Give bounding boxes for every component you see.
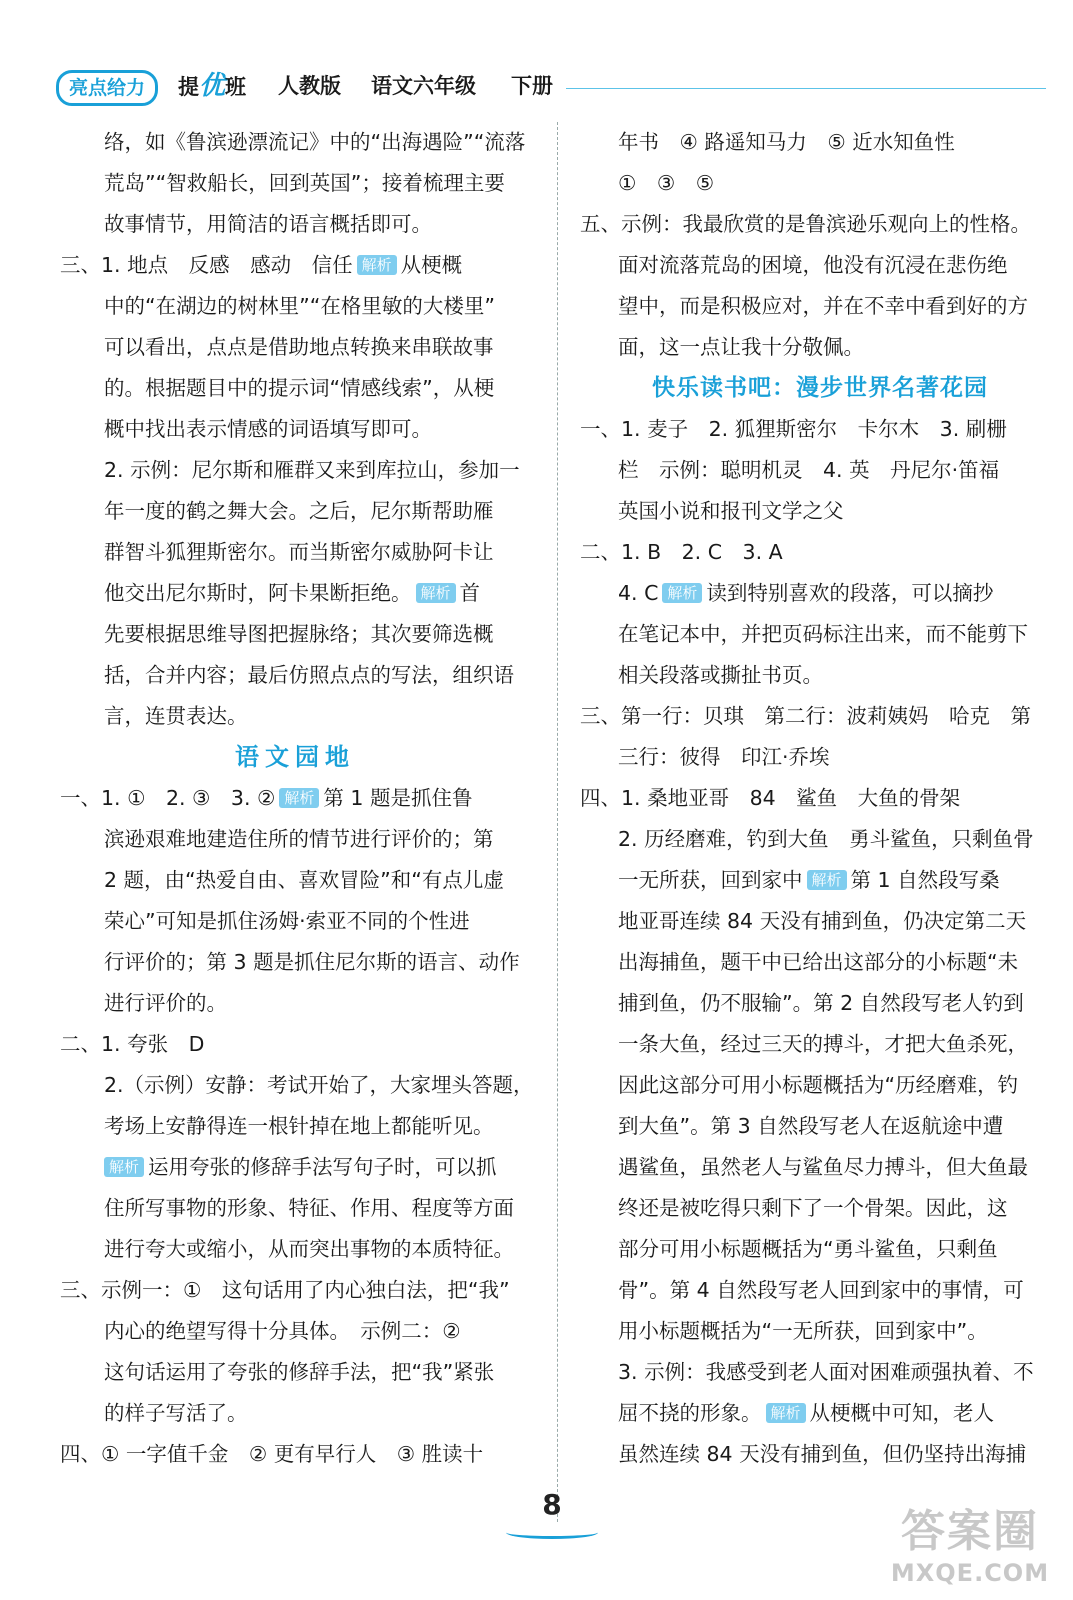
text-line: 故事情节，用简洁的语言概括即可。 <box>104 212 432 236</box>
text-line: 二、1. 夸张 D <box>60 1032 205 1056</box>
text-line: 住所写事物的形象、特征、作用、程度等方面 <box>104 1196 514 1220</box>
text-line: 在笔记本中，并把页码标注出来，而不能剪下 <box>618 622 1028 646</box>
volume: 下册 <box>511 74 553 98</box>
text-line: 一、1. ① 2. ③ 3. ② 解析 第 1 题是抓住鲁 <box>60 786 473 810</box>
text-line: 2.（示例）安静：考试开始了，大家埋头答题， <box>104 1073 534 1097</box>
text-line: 相关段落或撕扯书页。 <box>618 663 823 687</box>
text-line: 二、1. B 2. C 3. A <box>580 540 783 564</box>
text-line: 因此这部分可用小标题概括为“历经磨难，钓 <box>618 1073 1019 1097</box>
analysis-tag: 解析 <box>104 1157 144 1177</box>
text-line: 用小标题概括为“一无所获，回到家中”。 <box>618 1319 988 1343</box>
text-line: 五、示例：我最欣赏的是鲁滨逊乐观向上的性格。 <box>580 212 1031 236</box>
text-line: 面，这一点让我十分敬佩。 <box>618 335 864 359</box>
text-line: 三、1. 地点 反感 感动 信任 解析 从梗概 <box>60 253 463 277</box>
text-line: 三、第一行：贝琪 第二行：波莉姨妈 哈克 第 <box>580 704 1031 728</box>
text-line: ① ③ ⑤ <box>618 171 715 195</box>
text-line: 英国小说和报刊文学之父 <box>618 499 844 523</box>
text-line: 中的“在湖边的树林里”“在格里敏的大楼里” <box>104 294 495 318</box>
analysis-tag: 解析 <box>662 583 702 603</box>
column-divider <box>557 122 558 1522</box>
subject: 语文六年级 <box>371 74 476 98</box>
text-line: 一、1. 麦子 2. 狐狸斯密尔 卡尔木 3. 刷栅 <box>580 417 1007 441</box>
text-line: 2. 示例：尼尔斯和雁群又来到库拉山，参加一 <box>104 458 520 482</box>
section-heading: 快乐读书吧：漫步世界名著花园 <box>652 375 988 401</box>
text-line: 望中，而是积极应对，并在不幸中看到好的方 <box>618 294 1028 318</box>
series-title: 提优班 <box>178 71 247 101</box>
analysis-tag: 解析 <box>416 583 456 603</box>
section-heading: 语文园地 <box>235 743 355 771</box>
text-line: 年书 ④ 路遥知马力 ⑤ 近水知鱼性 <box>618 130 955 154</box>
text-line: 概中找出表示情感的词语填写即可。 <box>104 417 432 441</box>
text-line: 三行：彼得 印江·乔埃 <box>618 745 830 769</box>
page-header <box>56 66 1046 106</box>
text-line: 四、① 一字值千金 ② 更有早行人 ③ 胜读十 <box>60 1442 484 1466</box>
text-line: 群智斗狐狸斯密尔。而当斯密尔威胁阿卡让 <box>104 540 494 564</box>
header-rule <box>566 88 1046 89</box>
page-number-swoosh <box>506 1526 598 1539</box>
text-line: 到大鱼”。第 3 自然段写老人在返航途中遭 <box>618 1114 1004 1138</box>
text-line: 四、1. 桑地亚哥 84 鲨鱼 大鱼的骨架 <box>580 786 961 810</box>
analysis-tag: 解析 <box>357 255 397 275</box>
text-line: 滨逊艰难地建造住所的情节进行评价的；第 <box>104 827 494 851</box>
text-line: 部分可用小标题概括为“勇斗鲨鱼，只剩鱼 <box>618 1237 998 1261</box>
watermark-logo-text: 答案圈 <box>901 1506 1039 1557</box>
text-line: 考场上安静得连一根针掉在地上都能听见。 <box>104 1114 494 1138</box>
text-line: 进行评价的。 <box>104 991 227 1015</box>
text-line: 出海捕鱼，题干中已给出这部分的小标题“未 <box>618 950 1019 974</box>
page-number: 8 <box>542 1488 562 1521</box>
text-line: 的。根据题目中的提示词“情感线索”，从梗 <box>104 376 495 400</box>
text-line: 4. C 解析 读到特别喜欢的段落，可以摘抄 <box>618 581 994 605</box>
edition: 人教版 <box>278 74 341 98</box>
text-line: 三、示例一：① 这句话用了内心独白法，把“我” <box>60 1278 510 1302</box>
analysis-tag: 解析 <box>279 788 319 808</box>
text-line: 这句话运用了夸张的修辞手法，把“我”紧张 <box>104 1360 495 1384</box>
text-line: 遇鲨鱼，虽然老人与鲨鱼尽力搏斗，但大鱼最 <box>618 1155 1028 1179</box>
text-line: 3. 示例：我感受到老人面对困难顽强执着、不 <box>618 1360 1034 1384</box>
text-line: 解析 运用夸张的修辞手法写句子时，可以抓 <box>60 1147 530 1188</box>
text-line: 一条大鱼，经过三天的搏斗，才把大鱼杀死， <box>618 1032 1028 1056</box>
text-line: 2. 历经磨难，钓到大鱼 勇斗鲨鱼，只剩鱼骨 <box>618 827 1034 851</box>
text-line: 年一度的鹤之舞大会。之后，尼尔斯帮助雁 <box>104 499 494 523</box>
text-line: 络，如《鲁滨逊漂流记》中的“出海遇险”“流落 <box>104 130 526 154</box>
text-line: 地亚哥连续 84 天没有捕到鱼，仍决定第二天 <box>618 909 1027 933</box>
text-line: 骨”。第 4 自然段写老人回到家中的事情，可 <box>618 1278 1024 1302</box>
brand-badge: 亮点给力 <box>56 70 158 106</box>
text-line: 终还是被吃得只剩下了一个骨架。因此，这 <box>618 1196 1008 1220</box>
right-column <box>580 122 1060 1475</box>
watermark-url: MXQE.COM <box>890 1559 1050 1587</box>
text-line: 内心的绝望写得十分具体。 示例二：② <box>104 1319 461 1343</box>
left-column <box>60 122 534 1475</box>
text-line: 括，合并内容；最后仿照点点的写法，组织语 <box>104 663 514 687</box>
text-line: 行评价的；第 3 题是抓住尼尔斯的语言、动作 <box>104 950 520 974</box>
text-line: 言，连贯表达。 <box>104 704 248 728</box>
text-line: 捕到鱼，仍不服输”。第 2 自然段写老人钓到 <box>618 991 1024 1015</box>
analysis-tag: 解析 <box>766 1403 806 1423</box>
text-line: 2 题，由“热爱自由、喜欢冒险”和“有点儿虚 <box>104 868 504 892</box>
text-line: 的样子写活了。 <box>104 1401 248 1425</box>
text-line: 荒岛”“智救船长，回到英国”；接着梳理主要 <box>104 171 505 195</box>
text-line: 一无所获，回到家中 解析 第 1 自然段写桑 <box>618 868 1000 892</box>
text-line: 先要根据思维导图把握脉络；其次要筛选概 <box>104 622 494 646</box>
analysis-tag: 解析 <box>807 870 847 890</box>
text-line: 可以看出，点点是借助地点转换来串联故事 <box>104 335 494 359</box>
text-line: 荣心”可知是抓住汤姆·索亚不同的个性进 <box>104 909 470 933</box>
watermark <box>880 1505 1060 1595</box>
text-line: 他交出尼尔斯时，阿卡果断拒绝。 解析 首 <box>104 581 481 605</box>
text-line: 面对流落荒岛的困境，他没有沉浸在悲伤绝 <box>618 253 1008 277</box>
text-line: 进行夸大或缩小，从而突出事物的本质特征。 <box>104 1237 514 1261</box>
text-line: 栏 示例：聪明机灵 4. 英 丹尼尔·笛福 <box>618 458 1000 482</box>
text-line: 虽然连续 84 天没有捕到鱼，但仍坚持出海捕 <box>618 1442 1027 1466</box>
text-line: 屈不挠的形象。 解析 从梗概中可知，老人 <box>618 1401 995 1425</box>
